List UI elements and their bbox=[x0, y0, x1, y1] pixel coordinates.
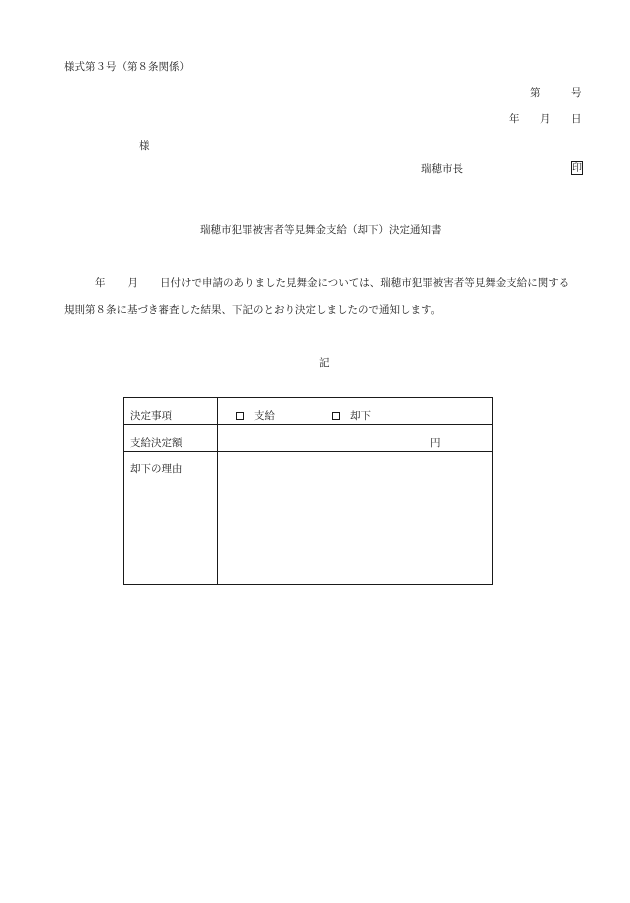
decision-item-label: 決定事項 bbox=[130, 410, 172, 422]
document-number-suffix: 号 bbox=[571, 87, 582, 99]
rejection-reason-label: 却下の理由 bbox=[130, 463, 183, 475]
decision-table bbox=[123, 397, 493, 585]
body-year: 年 bbox=[95, 277, 106, 289]
document-number-prefix: 第 bbox=[530, 87, 541, 99]
body-paragraph-line1 bbox=[95, 276, 569, 290]
table-divider-row1 bbox=[124, 424, 492, 425]
date-day: 日 bbox=[571, 113, 582, 125]
reject-checkbox[interactable] bbox=[332, 412, 340, 420]
currency-unit: 円 bbox=[430, 437, 441, 449]
table-divider-row2 bbox=[124, 451, 492, 452]
body-paragraph-line2: 規則第８条に基づき審査した結果、下記のとおり決定しましたので通知します。 bbox=[64, 304, 442, 316]
grant-amount-label: 支給決定額 bbox=[130, 437, 183, 449]
seal-mark: 印 bbox=[572, 163, 582, 174]
form-number: 様式第３号（第８条関係） bbox=[64, 61, 190, 73]
body-text-line1: 日付けで申請のありました見舞金については、瑞穂市犯罪被害者等見舞金支給に関する bbox=[160, 277, 570, 289]
recipient-honorific: 様 bbox=[139, 140, 150, 152]
grant-checkbox[interactable] bbox=[236, 412, 244, 420]
date-year: 年 bbox=[509, 113, 520, 125]
ki-heading: 記 bbox=[319, 357, 330, 369]
table-column-divider bbox=[217, 398, 218, 584]
option-reject[interactable] bbox=[332, 409, 371, 423]
document-title: 瑞穂市犯罪被害者等見舞金支給（却下）決定通知書 bbox=[200, 224, 442, 236]
option-grant[interactable] bbox=[236, 409, 275, 423]
option-grant-label: 支給 bbox=[254, 410, 275, 422]
issuer-name: 瑞穂市長 bbox=[421, 163, 463, 175]
body-month: 月 bbox=[127, 277, 138, 289]
option-reject-label: 却下 bbox=[350, 410, 371, 422]
date-month: 月 bbox=[540, 113, 551, 125]
